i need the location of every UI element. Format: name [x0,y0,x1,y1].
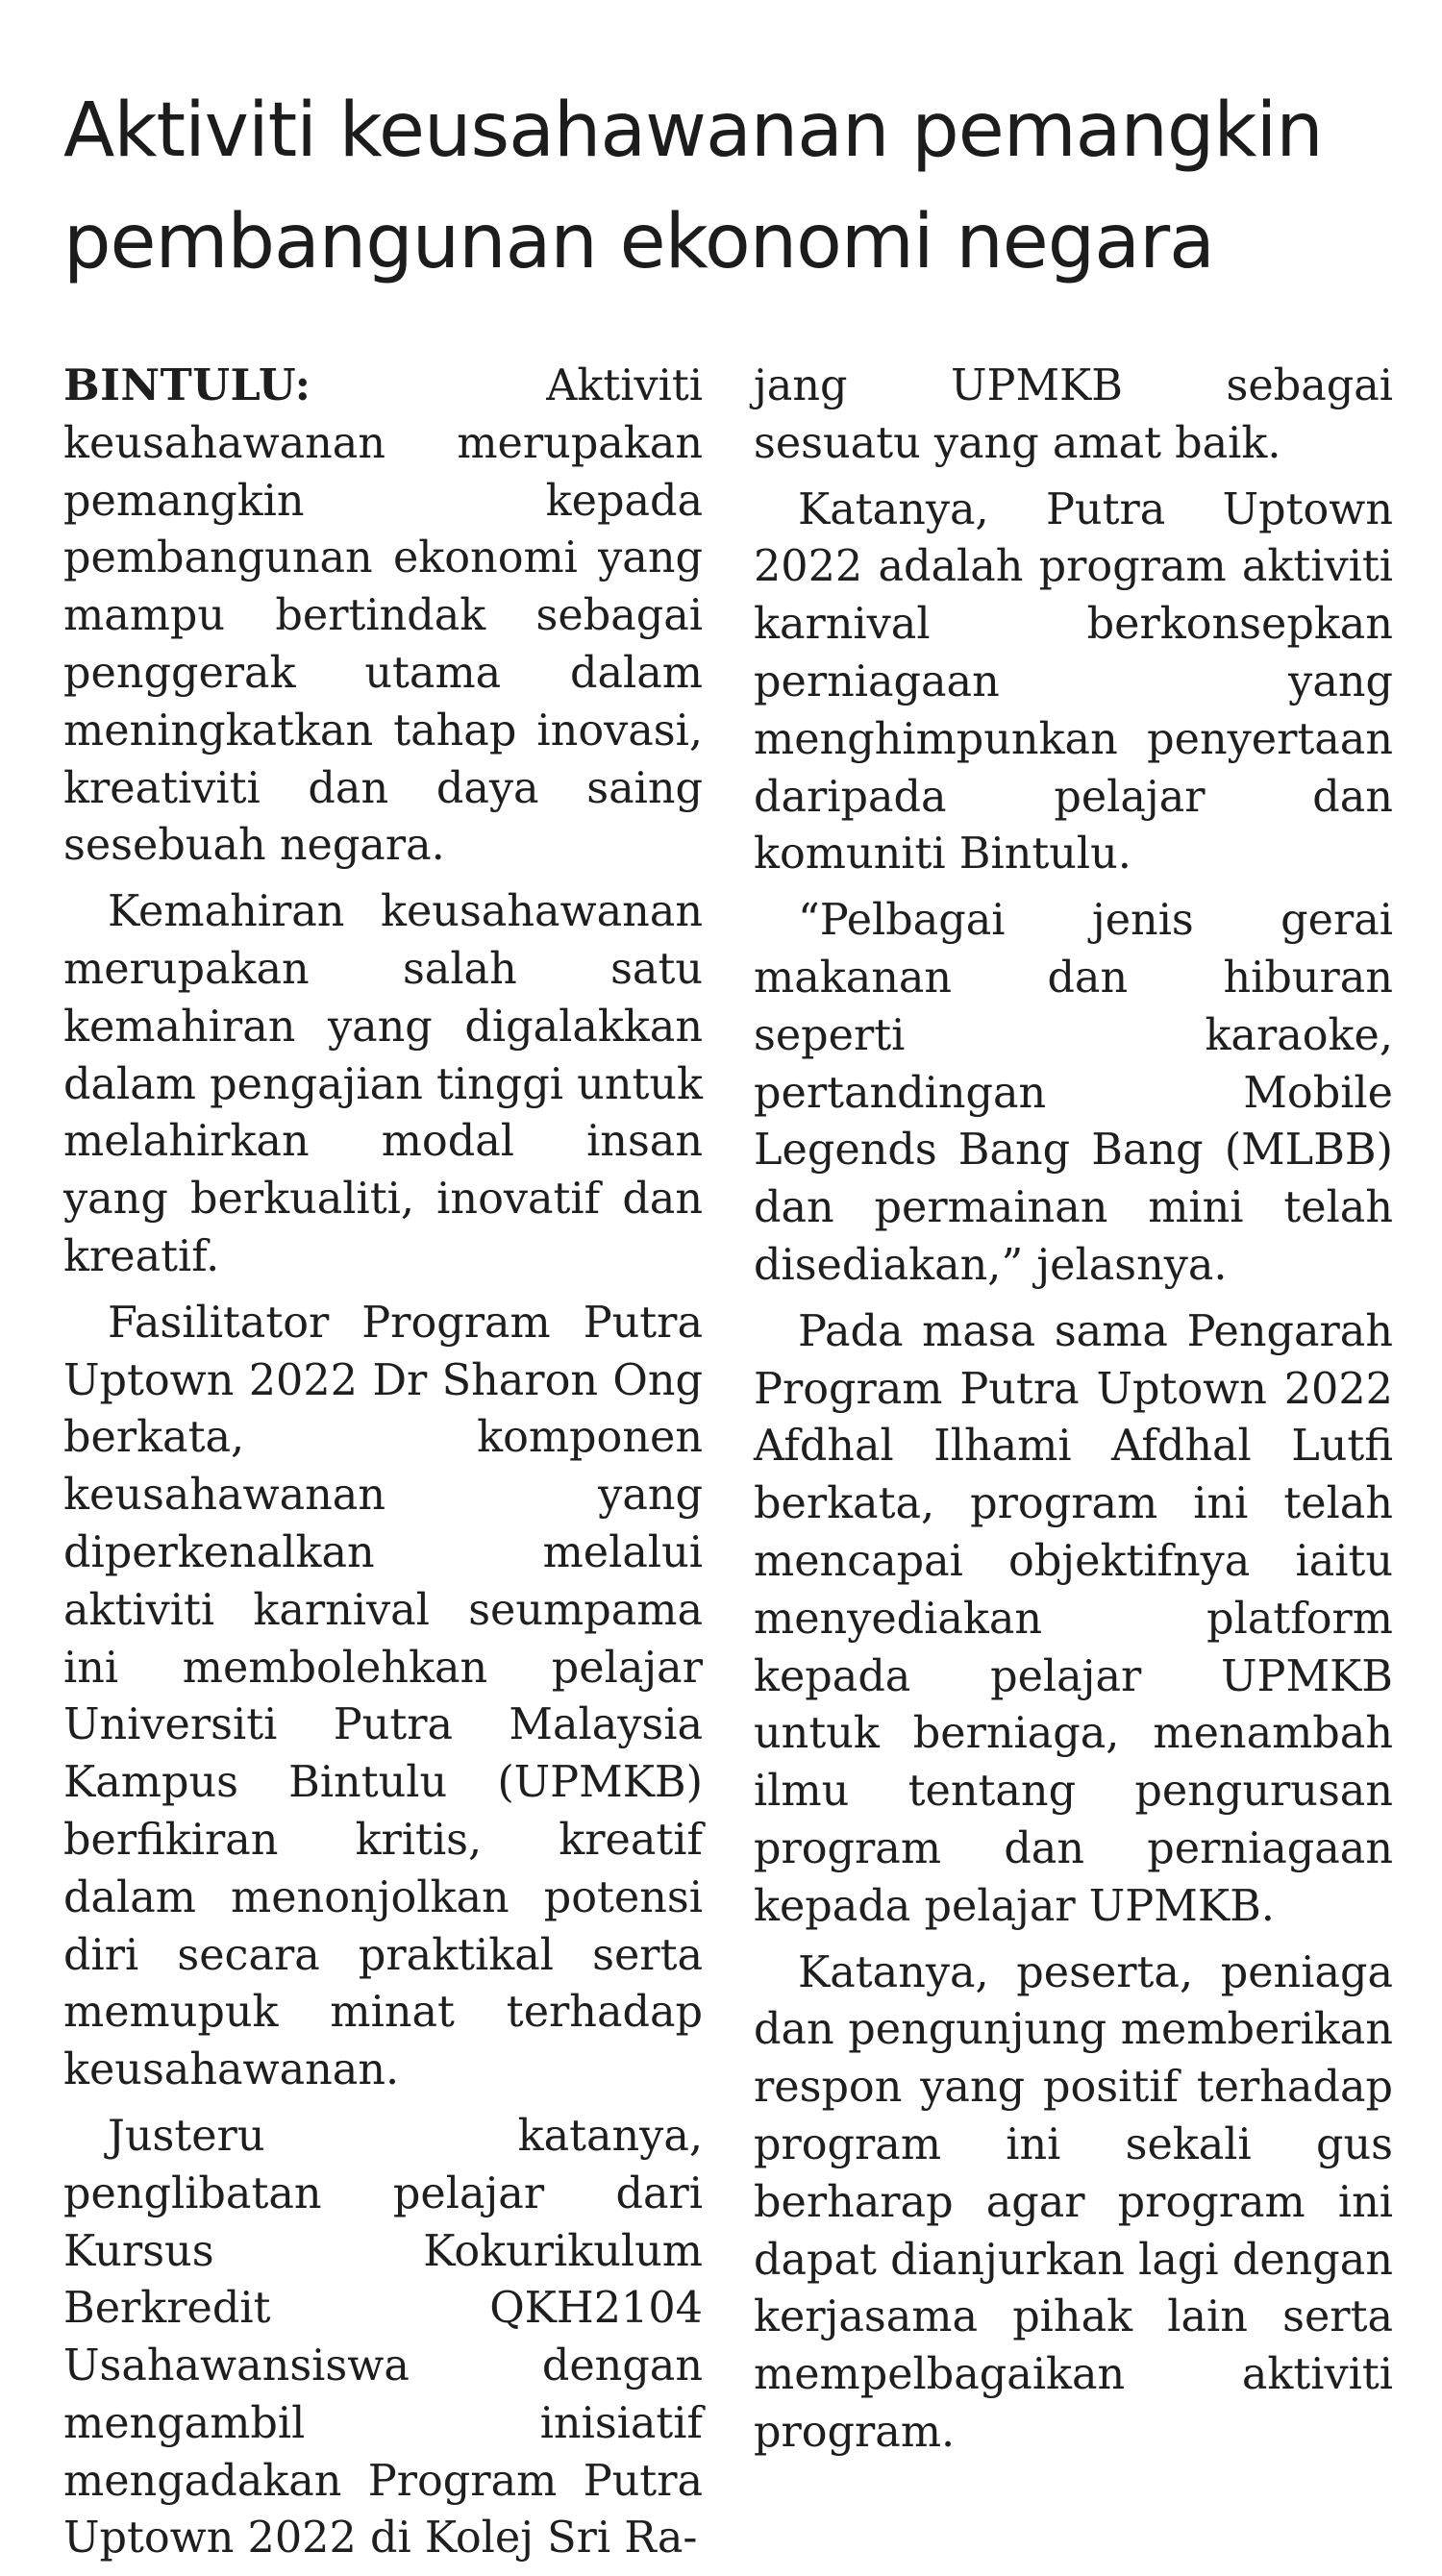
headline [63,75,1390,298]
headline-line-1: Aktiviti keusahawanan pemangkin [63,87,1323,174]
paragraph-4-continued: jang UPMKB sebagai sesuatu yang amat baik. [754,361,1393,468]
paragraph-6: “Pelbagai jenis gerai makanan dan hiburan seperti karaoke, pertandingan Mobile Legends Bang Bang (MLBB) dan permainan mini telah disediakan,” jelasnya. [754,896,1393,1290]
paragraph-1-text: Aktiviti keusahawanan merupakan pemangkin kepada pembangunan ekonomi yang mampu bertindak sebagai penggerak utama dalam meningkatkan tahap inovasi, kreativiti dan daya saing sesebuah negara. [63,361,703,871]
paragraph-4: Justeru katanya, penglibatan pelajar dari Kursus Kokurikulum Berkredit QKH2104 Usahawansiswa dengan mengambil inisiatif mengadakan Program Putra Uptown 2022 di Kolej Sri Ra- [63,2111,703,2564]
paragraph-7: Pada masa sama Pengarah Program Putra Uptown 2022 Afdhal Ilhami Afdhal Lutfi berkata, program ini telah mencapai objektifnya iaitu menyediakan platform kepada pelajar UPMKB untuk berniaga, menambah ilmu tentang pengurusan program dan perniagaan kepada pelajar UPMKB. [754,1306,1393,1931]
right-column [754,358,1393,2470]
paragraph-3: Fasilitator Program Putra Uptown 2022 Dr Sharon Ong berkata, komponen keusahawanan yang diperkenalkan melalui aktiviti karnival seumpama ini membolehkan pelajar Universiti Putra Malaysia Kampus Bintulu (UPMKB) berfikiran kritis, kreatif dalam menonjolkan potensi diri secara praktikal serta memupuk minat terhadap keusahawanan. [63,1298,703,2095]
paragraph-5: Katanya, Putra Uptown 2022 adalah program aktiviti karnival berkonsepkan perniagaan yang menghimpunkan penyertaan daripada pelajar dan komuniti Bintulu. [754,484,1393,879]
paragraph-8: Katanya, peserta, peniaga dan pengunjung memberikan respon yang positif terhadap program ini sekali gus berharap agar program ini dapat dianjurkan lagi dengan kerjasama pihak lain serta mempelbagaikan aktiviti program. [754,1947,1393,2457]
paragraph-1 [63,358,703,875]
left-column [63,358,703,2576]
dateline: BINTULU: [63,360,311,410]
paragraph-2: Kemahiran keusahawanan merupakan salah satu kemahiran yang digalakkan dalam pengajian tinggi untuk melahirkan modal insan yang berkualiti, inovatif dan kreatif. [63,887,703,1281]
headline-line-2: pembangunan ekonomi negara [63,199,1214,285]
